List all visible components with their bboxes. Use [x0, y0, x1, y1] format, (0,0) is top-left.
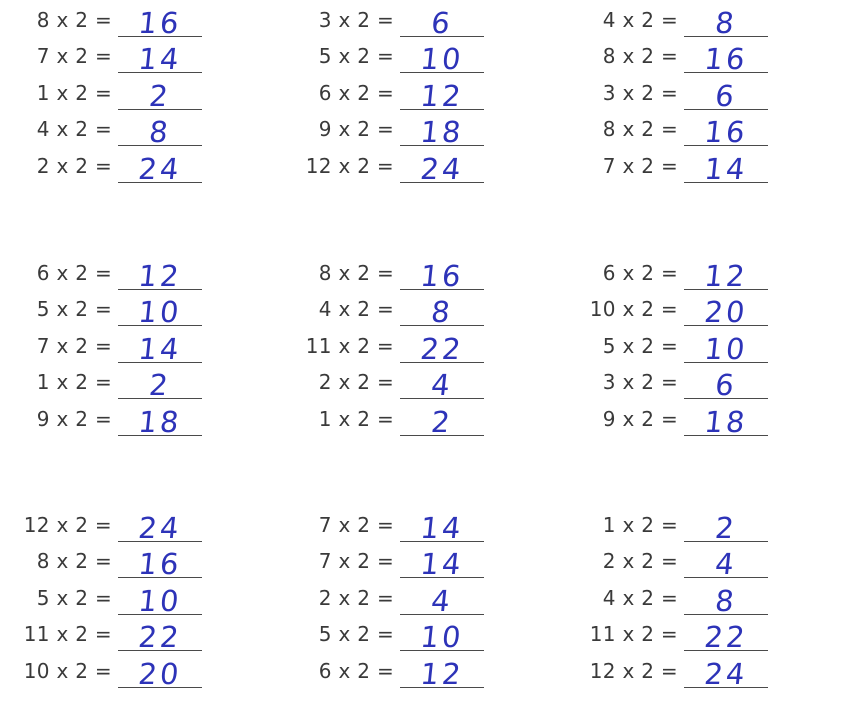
answer-line	[400, 364, 484, 402]
handwritten-answer: 10	[702, 331, 750, 366]
problem-row	[566, 542, 806, 579]
handwritten-answer: 14	[418, 510, 466, 545]
problem-row	[0, 110, 240, 147]
handwritten-answer: 10	[136, 583, 184, 618]
handwritten-answer: 6	[713, 368, 739, 402]
answer-line	[684, 543, 768, 581]
answer-line	[400, 75, 484, 113]
answer-line	[118, 580, 202, 618]
problem-block	[282, 0, 522, 186]
answer-line	[400, 328, 484, 366]
problem-row	[566, 505, 806, 545]
problem-row	[566, 73, 806, 113]
problem-question: 11 x 2 =	[305, 333, 394, 358]
problem-question: 8 x 2 =	[318, 260, 394, 285]
problem-row	[282, 363, 522, 400]
answer-line	[118, 2, 202, 40]
problem-question: 4 x 2 =	[602, 585, 678, 610]
problem-row	[0, 399, 240, 439]
answer-line	[118, 75, 202, 113]
problem-question: 8 x 2 =	[602, 44, 678, 68]
handwritten-answer: 16	[136, 5, 184, 40]
problem-row	[282, 578, 522, 618]
answer-line	[400, 507, 484, 545]
problem-row	[0, 505, 240, 545]
answer-line	[118, 328, 202, 366]
problem-row	[282, 253, 522, 293]
problem-question: 3 x 2 =	[318, 7, 394, 32]
problem-row	[566, 0, 806, 40]
answer-line	[684, 291, 768, 329]
problem-question: 1 x 2 =	[36, 80, 112, 105]
answer-line	[118, 38, 202, 76]
problem-row	[282, 326, 522, 366]
problem-question: 5 x 2 =	[602, 333, 678, 358]
problem-block	[0, 253, 240, 439]
problem-question: 3 x 2 =	[602, 80, 678, 105]
answer-line	[118, 616, 202, 654]
answer-line	[118, 653, 202, 691]
handwritten-answer: 2	[147, 368, 173, 402]
handwritten-answer: 12	[136, 258, 184, 293]
handwritten-answer: 10	[418, 42, 466, 76]
problem-question: 7 x 2 =	[36, 333, 112, 358]
answer-line	[118, 111, 202, 149]
problem-question: 7 x 2 =	[36, 44, 112, 68]
problem-question: 8 x 2 =	[36, 7, 112, 32]
handwritten-answer: 14	[702, 151, 750, 186]
answer-line	[684, 2, 768, 40]
problem-row	[566, 253, 806, 293]
problem-question: 7 x 2 =	[318, 512, 394, 537]
handwritten-answer: 12	[418, 78, 466, 113]
handwritten-answer: 8	[429, 295, 455, 329]
problem-row	[282, 542, 522, 579]
problem-block	[282, 505, 522, 691]
problem-row	[0, 363, 240, 400]
problem-question: 9 x 2 =	[602, 406, 678, 431]
answer-line	[684, 38, 768, 76]
answer-line	[400, 148, 484, 186]
problem-question: 11 x 2 =	[589, 622, 678, 646]
handwritten-answer: 18	[418, 115, 466, 149]
problem-row	[0, 73, 240, 113]
problem-block	[566, 505, 806, 691]
problem-row	[282, 651, 522, 691]
problem-row	[566, 326, 806, 366]
problem-row	[566, 399, 806, 439]
problem-row	[282, 615, 522, 652]
answer-line	[400, 401, 484, 439]
problem-question: 1 x 2 =	[602, 512, 678, 537]
problem-question: 3 x 2 =	[602, 370, 678, 394]
problem-row	[566, 578, 806, 618]
handwritten-answer: 12	[702, 258, 750, 293]
answer-line	[684, 255, 768, 293]
answer-line	[400, 38, 484, 76]
answer-line	[400, 616, 484, 654]
answer-line	[684, 148, 768, 186]
problem-row	[282, 0, 522, 40]
answer-line	[400, 2, 484, 40]
problem-question: 6 x 2 =	[602, 260, 678, 285]
problem-row	[566, 363, 806, 400]
problem-block	[566, 0, 806, 186]
handwritten-answer: 16	[418, 258, 466, 293]
problem-row	[0, 542, 240, 579]
problem-question: 1 x 2 =	[318, 406, 394, 431]
handwritten-answer: 8	[713, 583, 739, 618]
problem-block	[566, 253, 806, 439]
answer-line	[400, 255, 484, 293]
answer-line	[684, 401, 768, 439]
handwritten-answer: 16	[702, 42, 750, 76]
answer-line	[118, 543, 202, 581]
handwritten-answer: 4	[429, 583, 455, 618]
handwritten-answer: 2	[147, 78, 173, 113]
handwritten-answer: 24	[418, 151, 466, 186]
problem-row	[0, 0, 240, 40]
answer-line	[684, 328, 768, 366]
problem-row	[282, 146, 522, 186]
problem-block	[0, 0, 240, 186]
problem-question: 8 x 2 =	[602, 117, 678, 141]
problem-row	[0, 615, 240, 652]
answer-line	[684, 364, 768, 402]
problem-question: 5 x 2 =	[36, 585, 112, 610]
problem-row	[282, 290, 522, 327]
problem-row	[0, 578, 240, 618]
answer-line	[684, 616, 768, 654]
problem-question: 4 x 2 =	[602, 7, 678, 32]
problem-question: 9 x 2 =	[318, 117, 394, 141]
handwritten-answer: 12	[418, 656, 466, 691]
answer-line	[118, 255, 202, 293]
problem-question: 7 x 2 =	[318, 549, 394, 573]
handwritten-answer: 14	[136, 331, 184, 366]
handwritten-answer: 20	[136, 656, 184, 691]
problem-row	[566, 651, 806, 691]
answer-line	[684, 111, 768, 149]
problem-question: 1 x 2 =	[36, 370, 112, 394]
answer-line	[400, 653, 484, 691]
answer-line	[400, 291, 484, 329]
problem-block	[0, 505, 240, 691]
handwritten-answer: 6	[429, 5, 455, 40]
problem-question: 2 x 2 =	[602, 549, 678, 573]
answer-line	[400, 543, 484, 581]
answer-line	[400, 111, 484, 149]
problem-question: 8 x 2 =	[36, 549, 112, 573]
handwritten-answer: 4	[713, 547, 739, 581]
problem-row	[566, 146, 806, 186]
problem-row	[0, 326, 240, 366]
problem-row	[282, 505, 522, 545]
answer-line	[684, 653, 768, 691]
answer-line	[118, 507, 202, 545]
handwritten-answer: 14	[136, 42, 184, 76]
problem-row	[282, 73, 522, 113]
answer-line	[684, 507, 768, 545]
problem-row	[0, 290, 240, 327]
handwritten-answer: 16	[136, 547, 184, 581]
handwritten-answer: 20	[702, 295, 750, 329]
problem-question: 6 x 2 =	[318, 80, 394, 105]
problem-row	[566, 615, 806, 652]
problem-block	[282, 253, 522, 439]
problem-question: 9 x 2 =	[36, 406, 112, 431]
problem-question: 12 x 2 =	[305, 153, 394, 178]
answer-line	[118, 364, 202, 402]
handwritten-answer: 22	[702, 620, 750, 654]
handwritten-answer: 10	[418, 620, 466, 654]
problem-question: 10 x 2 =	[23, 658, 112, 683]
problem-question: 6 x 2 =	[36, 260, 112, 285]
handwritten-answer: 8	[713, 5, 739, 40]
problem-question: 5 x 2 =	[318, 622, 394, 646]
problem-question: 2 x 2 =	[318, 585, 394, 610]
answer-line	[118, 291, 202, 329]
problem-question: 7 x 2 =	[602, 153, 678, 178]
problem-question: 4 x 2 =	[36, 117, 112, 141]
answer-line	[118, 148, 202, 186]
answer-line	[684, 75, 768, 113]
problem-row	[282, 110, 522, 147]
answer-line	[400, 580, 484, 618]
problem-question: 4 x 2 =	[318, 297, 394, 321]
problem-row	[566, 37, 806, 74]
problem-question: 2 x 2 =	[318, 370, 394, 394]
answer-line	[684, 580, 768, 618]
handwritten-answer: 2	[429, 404, 455, 439]
handwritten-answer: 24	[136, 510, 184, 545]
handwritten-answer: 22	[418, 331, 466, 366]
problem-row	[566, 110, 806, 147]
problem-row	[282, 399, 522, 439]
problem-row	[0, 253, 240, 293]
handwritten-answer: 8	[147, 115, 173, 149]
handwritten-answer: 18	[702, 404, 750, 439]
problem-question: 5 x 2 =	[318, 44, 394, 68]
handwritten-answer: 2	[713, 510, 739, 545]
problem-question: 11 x 2 =	[23, 622, 112, 646]
problem-row	[566, 290, 806, 327]
answer-line	[118, 401, 202, 439]
handwritten-answer: 6	[713, 78, 739, 113]
handwritten-answer: 4	[429, 368, 455, 402]
problem-question: 12 x 2 =	[23, 512, 112, 537]
problem-question: 5 x 2 =	[36, 297, 112, 321]
problem-question: 12 x 2 =	[589, 658, 678, 683]
handwritten-answer: 24	[136, 151, 184, 186]
problem-row	[0, 146, 240, 186]
problem-question: 6 x 2 =	[318, 658, 394, 683]
handwritten-answer: 10	[136, 295, 184, 329]
problem-row	[282, 37, 522, 74]
handwritten-answer: 22	[136, 620, 184, 654]
handwritten-answer: 24	[702, 656, 750, 691]
problem-question: 2 x 2 =	[36, 153, 112, 178]
handwritten-answer: 16	[702, 115, 750, 149]
problem-row	[0, 651, 240, 691]
problem-row	[0, 37, 240, 74]
handwritten-answer: 18	[136, 404, 184, 439]
handwritten-answer: 14	[418, 547, 466, 581]
problem-question: 10 x 2 =	[589, 297, 678, 321]
